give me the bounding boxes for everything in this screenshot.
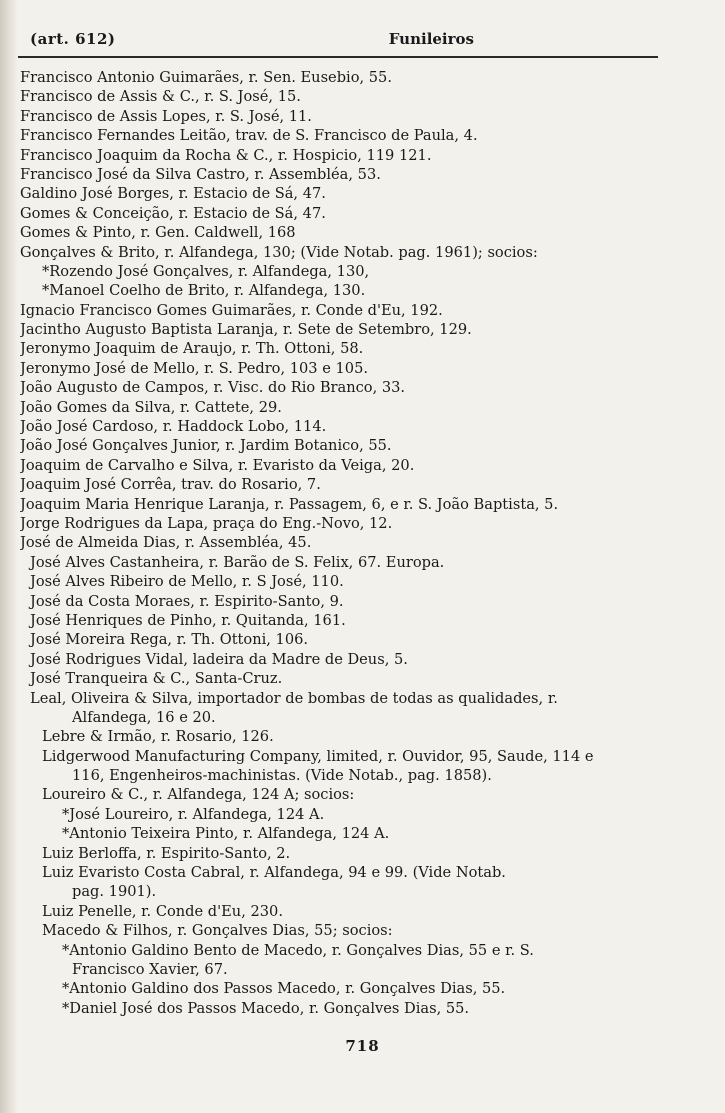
list-item: João Augusto de Campos, r. Visc. do Rio Branco, 33. — [20, 379, 406, 397]
list-item: Luiz Evaristo Costa Cabral, r. Alfandega, 94 e 99. (Vide Notab. — [42, 864, 506, 882]
list-item: Luiz Berloffa, r. Espirito-Santo, 2. — [42, 844, 291, 862]
list-item: José Rodrigues Vidal, ladeira da Madre de Deus, 5. — [30, 650, 408, 668]
list-item: José Alves Ribeiro de Mello, r. S José, 110. — [30, 573, 344, 591]
list-item: pag. 1901). — [72, 883, 157, 901]
list-item: Jeronymo Joaquim de Araujo, r. Th. Ottoni, 58. — [20, 340, 364, 358]
list-item: Gomes & Conceição, r. Estacio de Sá, 47. — [20, 204, 326, 222]
list-item: *Manoel Coelho de Brito, r. Alfandega, 130. — [42, 282, 366, 300]
list-item: Joaquim José Corrêa, trav. do Rosario, 7. — [20, 476, 321, 494]
list-item: Lidgerwood Manufacturing Company, limited, r. Ouvidor, 95, Saude, 114 e — [42, 747, 594, 765]
list-item: Leal, Oliveira & Silva, importador de bombas de todas as qualidades, r. — [30, 689, 558, 707]
section-title-wrap — [14, 30, 664, 48]
page-header — [14, 28, 664, 56]
list-item: Luiz Penelle, r. Conde d'Eu, 230. — [42, 902, 283, 920]
list-item: José Henriques de Pinho, r. Quitanda, 161. — [30, 611, 346, 629]
list-item: *Antonio Galdino dos Passos Macedo, r. Gonçalves Dias, 55. — [62, 980, 506, 998]
list-item: *Antonio Galdino Bento de Macedo, r. Gonçalves Dias, 55 e r. S. — [62, 941, 534, 959]
list-item: Alfandega, 16 e 20. — [72, 708, 216, 726]
list-item: João José Gonçalves Junior, r. Jardim Botanico, 55. — [20, 437, 392, 455]
list-item: *Daniel José dos Passos Macedo, r. Gonçalves Dias, 55. — [62, 999, 470, 1017]
list-item: Francisco Xavier, 67. — [72, 960, 228, 978]
list-item: Francisco Joaquim da Rocha & C., r. Hospicio, 119 121. — [20, 146, 432, 164]
list-item: Macedo & Filhos, r. Gonçalves Dias, 55; socios: — [42, 922, 393, 940]
list-item: José da Costa Moraes, r. Espirito-Santo, 9. — [30, 592, 344, 610]
list-item: Gomes & Pinto, r. Gen. Caldwell, 168 — [20, 224, 296, 242]
list-item: Francisco José da Silva Castro, r. Assembléa, 53. — [20, 165, 381, 183]
list-item: *Rozendo José Gonçalves, r. Alfandega, 130, — [42, 262, 370, 280]
list-item: *José Loureiro, r. Alfandega, 124 A. — [62, 805, 325, 823]
list-item: Joaquim de Carvalho e Silva, r. Evaristo da Veiga, 20. — [20, 456, 415, 474]
page-edge-shadow — [0, 0, 18, 1113]
section-title: Funileiros — [388, 30, 474, 48]
list-item: Galdino José Borges, r. Estacio de Sá, 47. — [20, 185, 326, 203]
list-item: João José Cardoso, r. Haddock Lobo, 114. — [20, 418, 327, 436]
list-item: Jeronymo José de Mello, r. S. Pedro, 103 e 105. — [20, 359, 369, 377]
list-item: Lebre & Irmão, r. Rosario, 126. — [42, 728, 274, 746]
header-rule — [18, 56, 658, 58]
list-item: Francisco de Assis & C., r. S. José, 15. — [20, 88, 301, 106]
list-item: Loureiro & C., r. Alfandega, 124 A; socios: — [42, 786, 355, 804]
page-number: 718 — [345, 1037, 380, 1055]
list-item: Jorge Rodrigues da Lapa, praça do Eng.-Novo, 12. — [20, 514, 393, 532]
list-item: Gonçalves & Brito, r. Alfandega, 130; (Vide Notab. pag. 1961); socios: — [20, 243, 538, 261]
list-item: João Gomes da Silva, r. Cattete, 29. — [20, 398, 282, 416]
list-item: 116, Engenheiros-machinistas. (Vide Notab., pag. 1858). — [72, 767, 492, 785]
list-item: Ignacio Francisco Gomes Guimarães, r. Conde d'Eu, 192. — [20, 301, 443, 319]
list-item: José de Almeida Dias, r. Assembléa, 45. — [20, 534, 312, 552]
list-item: Jacintho Augusto Baptista Laranja, r. Sete de Setembro, 129. — [20, 321, 472, 339]
list-item: José Alves Castanheira, r. Barão de S. Felix, 67. Europa. — [30, 553, 445, 571]
list-item: Francisco Fernandes Leitão, trav. de S. Francisco de Paula, 4. — [20, 127, 478, 145]
list-item: Joaquim Maria Henrique Laranja, r. Passagem, 6, e r. S. João Baptista, 5. — [20, 495, 559, 513]
entry-list — [20, 68, 675, 1018]
list-item: José Moreira Rega, r. Th. Ottoni, 106. — [30, 631, 309, 649]
list-item: José Tranqueira & C., Santa-Cruz. — [30, 670, 283, 688]
list-item: Francisco Antonio Guimarães, r. Sen. Eusebio, 55. — [20, 69, 392, 86]
article-reference: (art. 612) — [30, 30, 116, 48]
list-item: Francisco de Assis Lopes, r. S. José, 11. — [20, 107, 312, 125]
list-item: *Antonio Teixeira Pinto, r. Alfandega, 124 A. — [62, 825, 390, 843]
